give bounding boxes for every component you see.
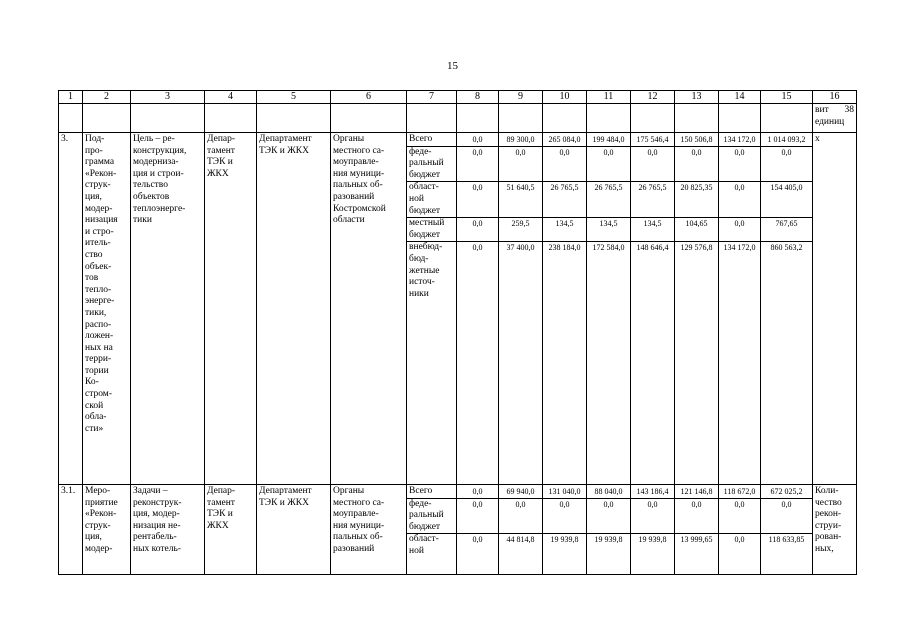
amount-value: 19 939,8 bbox=[543, 533, 587, 557]
funding-source-label: феде- ральный бюджет bbox=[407, 498, 456, 534]
amount-value: 0,0 bbox=[675, 498, 719, 534]
amount-cell-col-12 bbox=[631, 133, 675, 485]
amount-cell-col-11 bbox=[587, 485, 631, 575]
amount-value: 172 584,0 bbox=[587, 241, 631, 300]
amount-value: 0,0 bbox=[472, 135, 483, 144]
page-number: 15 bbox=[447, 60, 458, 72]
amount-value: 0,0 bbox=[631, 146, 675, 182]
amount-value: 69 940,0 bbox=[506, 487, 535, 496]
amount-cell-col-9 bbox=[499, 133, 543, 485]
funding-source-label: Всего bbox=[409, 134, 433, 144]
amount-value: 134 172,0 bbox=[719, 241, 761, 300]
amount-value: 134 172,0 bbox=[723, 135, 756, 144]
amount-value: 0,0 bbox=[499, 146, 543, 182]
amount-value: 13 999,65 bbox=[675, 533, 719, 557]
continuation-text: вит 38 единиц bbox=[813, 104, 857, 133]
amount-value: 104,65 bbox=[675, 217, 719, 241]
amount-value: 154 405,0 bbox=[761, 181, 813, 217]
amount-value: 26 765,5 bbox=[631, 181, 675, 217]
participants: Органы местного са- моуправле- ния муници- пальных об- разований Костромской области bbox=[331, 133, 407, 485]
coordinator: Депар- тамент ТЭК и ЖКХ bbox=[205, 133, 257, 485]
column-number-7: 7 bbox=[407, 91, 457, 104]
amount-cell-col-15 bbox=[761, 133, 813, 485]
executor: Департамент ТЭК и ЖКХ bbox=[257, 485, 331, 575]
amount-value: 44 814,8 bbox=[499, 533, 543, 557]
amount-value: 238 184,0 bbox=[543, 241, 587, 300]
amount-value: 134,5 bbox=[631, 217, 675, 241]
funding-source-label: внебюд- бюд- жетные источ- ники bbox=[407, 241, 456, 300]
amount-value: 0,0 bbox=[587, 498, 631, 534]
amount-value: 0,0 bbox=[719, 181, 761, 217]
table-row-3 bbox=[59, 133, 857, 485]
amount-value: 767,65 bbox=[761, 217, 813, 241]
amount-value: 0,0 bbox=[675, 146, 719, 182]
amount-value: 129 576,8 bbox=[675, 241, 719, 300]
amount-value: 259,5 bbox=[499, 217, 543, 241]
indicator-text: Коли- чество рекон- струи- рован- ных, bbox=[813, 485, 857, 575]
amount-value: 89 300,0 bbox=[506, 135, 535, 144]
participants: Органы местного са- моуправле- ния муници- пальных об- разований bbox=[331, 485, 407, 575]
amount-value: 0,0 bbox=[472, 487, 483, 496]
amount-cell-col-12 bbox=[631, 485, 675, 575]
amount-value: 118 633,85 bbox=[761, 533, 813, 557]
coordinator: Депар- тамент ТЭК и ЖКХ bbox=[205, 485, 257, 575]
column-number-3: 3 bbox=[131, 91, 205, 104]
amount-cell-col-13 bbox=[675, 133, 719, 485]
amount-value: 860 563,2 bbox=[761, 241, 813, 300]
amount-value: 0,0 bbox=[499, 498, 543, 534]
amount-value: 0,0 bbox=[457, 181, 499, 217]
amount-value: 26 765,5 bbox=[543, 181, 587, 217]
amount-value: 1 014 093,2 bbox=[767, 135, 806, 144]
amount-cell-col-10 bbox=[543, 133, 587, 485]
amount-value: 19 939,8 bbox=[631, 533, 675, 557]
amount-cell-col-10 bbox=[543, 485, 587, 575]
amount-value: 0,0 bbox=[543, 146, 587, 182]
item-number: 3.1. bbox=[59, 485, 83, 575]
column-number-row bbox=[59, 91, 857, 104]
amount-value: 0,0 bbox=[457, 217, 499, 241]
item-name: Под- про- грамма «Рекон- струк- ция, модер- низация и стро- итель- ство объек- тов тепло- энерге- тики, распо- ложен- ных на терри- тории Ко- стром- ской обла- сти» bbox=[83, 133, 131, 485]
funding-source-cell bbox=[407, 485, 457, 575]
column-number-2: 2 bbox=[83, 91, 131, 104]
amount-value: 118 672,0 bbox=[723, 487, 756, 496]
amount-value: 19 939,8 bbox=[587, 533, 631, 557]
funding-source-label: местный бюджет bbox=[407, 217, 456, 241]
amount-value: 0,0 bbox=[719, 146, 761, 182]
funding-source-label: феде- ральный бюджет bbox=[407, 146, 456, 182]
amount-value: 148 646,4 bbox=[631, 241, 675, 300]
amount-value: 0,0 bbox=[543, 498, 587, 534]
amount-value: 0,0 bbox=[719, 217, 761, 241]
amount-value: 199 484,0 bbox=[592, 135, 625, 144]
column-number-16: 16 bbox=[813, 91, 857, 104]
column-number-4: 4 bbox=[205, 91, 257, 104]
amount-value: 175 546,4 bbox=[636, 135, 669, 144]
column-number-14: 14 bbox=[719, 91, 761, 104]
column-number-11: 11 bbox=[587, 91, 631, 104]
amount-value: 143 186,4 bbox=[636, 487, 669, 496]
amount-value: 265 084,0 bbox=[548, 135, 581, 144]
amount-value: 134,5 bbox=[543, 217, 587, 241]
column-number-8: 8 bbox=[457, 91, 499, 104]
amount-value: 0,0 bbox=[719, 498, 761, 534]
funding-source-label: област- ной bbox=[407, 533, 456, 557]
amount-value: 0,0 bbox=[587, 146, 631, 182]
goal-text: Цель – ре- конструкция, модерниза- ция и строи- тельство объектов теплоэнерге- тики bbox=[131, 133, 205, 485]
amount-cell-col-13 bbox=[675, 485, 719, 575]
amount-value: 150 506,8 bbox=[680, 135, 713, 144]
amount-cell-col-8 bbox=[457, 133, 499, 485]
amount-value: 88 040,0 bbox=[594, 487, 623, 496]
column-number-6: 6 bbox=[331, 91, 407, 104]
item-number: 3. bbox=[59, 133, 83, 485]
amount-value: 0,0 bbox=[631, 498, 675, 534]
table-row-3-1 bbox=[59, 485, 857, 575]
amount-value: 0,0 bbox=[457, 498, 499, 534]
indicator-text: х bbox=[813, 133, 857, 485]
amount-value: 37 400,0 bbox=[499, 241, 543, 300]
program-table bbox=[58, 90, 857, 575]
column-number-1: 1 bbox=[59, 91, 83, 104]
amount-cell-col-15 bbox=[761, 485, 813, 575]
continuation-row bbox=[59, 104, 857, 133]
item-name: Меро- приятие «Рекон- струк- ция, модер- bbox=[83, 485, 131, 575]
amount-value: 26 765,5 bbox=[587, 181, 631, 217]
funding-source-label: област- ной бюджет bbox=[407, 181, 456, 217]
amount-cell-col-11 bbox=[587, 133, 631, 485]
amount-value: 131 040,0 bbox=[548, 487, 581, 496]
amount-value: 0,0 bbox=[457, 241, 499, 300]
amount-cell-col-14 bbox=[719, 485, 761, 575]
amount-value: 672 025,2 bbox=[770, 487, 803, 496]
amount-value: 20 825,35 bbox=[675, 181, 719, 217]
amount-value: 51 640,5 bbox=[499, 181, 543, 217]
amount-value: 121 146,8 bbox=[680, 487, 713, 496]
amount-value: 0,0 bbox=[457, 146, 499, 182]
column-number-12: 12 bbox=[631, 91, 675, 104]
column-number-13: 13 bbox=[675, 91, 719, 104]
amount-cell-col-14 bbox=[719, 133, 761, 485]
goal-text: Задачи – реконструк- ция, модер- низация не- рентабель- ных котель- bbox=[131, 485, 205, 575]
funding-source-cell bbox=[407, 133, 457, 485]
amount-value: 134,5 bbox=[587, 217, 631, 241]
column-number-9: 9 bbox=[499, 91, 543, 104]
column-number-15: 15 bbox=[761, 91, 813, 104]
amount-value: 0,0 bbox=[761, 146, 813, 182]
funding-source-label: Всего bbox=[409, 486, 433, 496]
executor: Департамент ТЭК и ЖКХ bbox=[257, 133, 331, 485]
column-number-10: 10 bbox=[543, 91, 587, 104]
amount-value: 0,0 bbox=[457, 533, 499, 557]
column-number-5: 5 bbox=[257, 91, 331, 104]
amount-value: 0,0 bbox=[719, 533, 761, 557]
amount-cell-col-9 bbox=[499, 485, 543, 575]
amount-cell-col-8 bbox=[457, 485, 499, 575]
amount-value: 0,0 bbox=[761, 498, 813, 534]
